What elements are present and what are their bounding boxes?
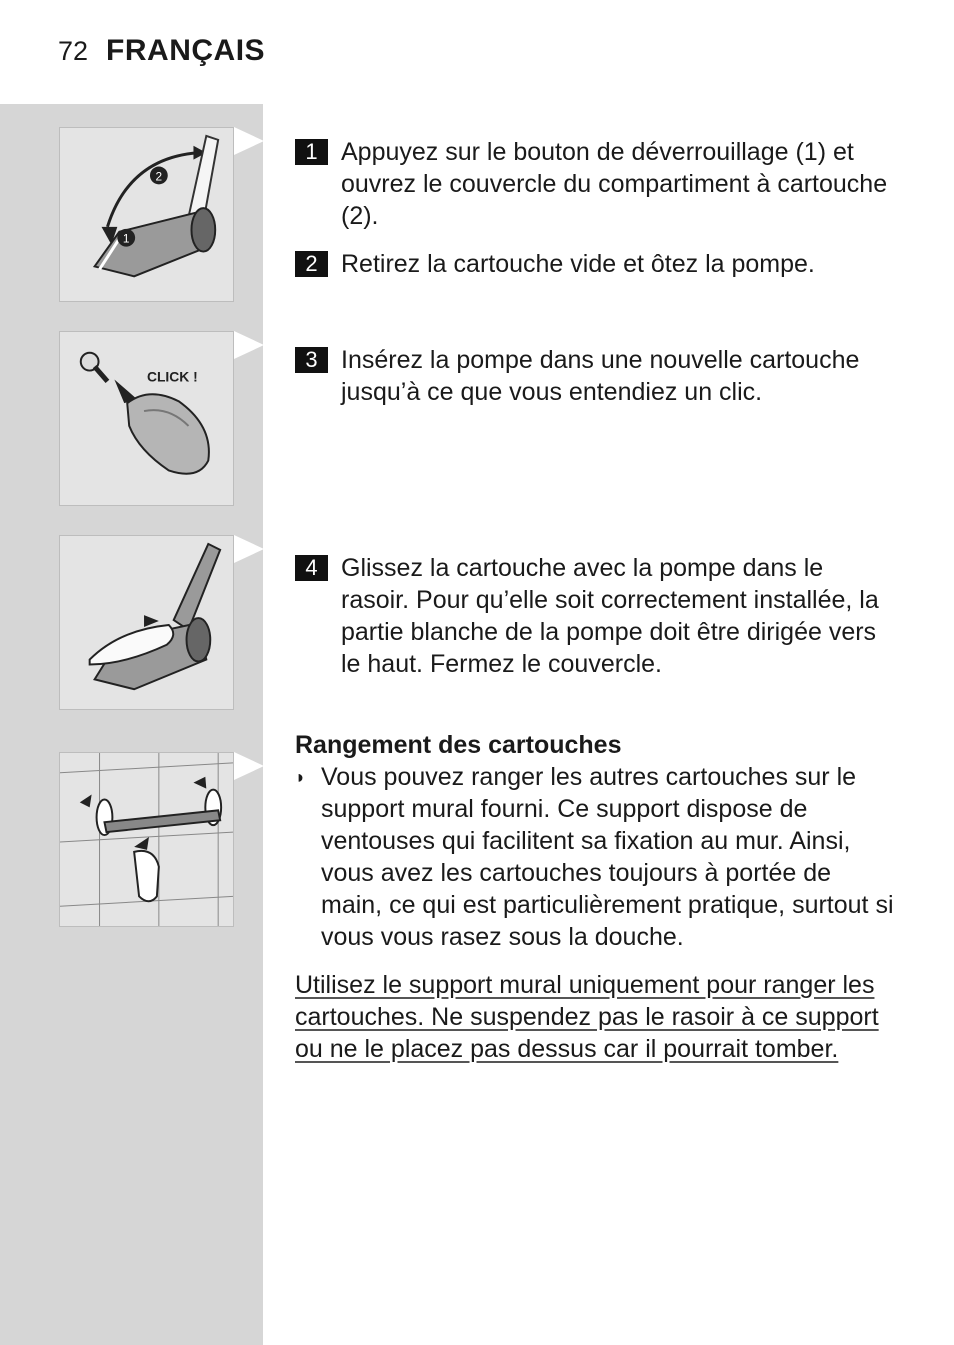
illustration-insert-pump <box>59 331 234 506</box>
wall-holder-drawing <box>60 753 233 926</box>
label-1: 1 <box>122 231 130 246</box>
storage-section <box>295 729 895 953</box>
notch <box>234 752 264 780</box>
storage-heading: Rangement des cartouches <box>295 731 622 759</box>
warning-section <box>295 969 885 1065</box>
step-2 <box>295 248 895 280</box>
step-4 <box>295 552 895 680</box>
razor-cartridge-drawing <box>60 536 233 709</box>
bullet-icon: ◗ <box>295 767 306 787</box>
step-number-badge: 3 <box>295 347 328 373</box>
step-1 <box>295 136 895 232</box>
step-number-badge: 4 <box>295 555 328 581</box>
click-label: CLICK ! <box>146 368 198 385</box>
step-3 <box>295 344 895 408</box>
illustration-open-cover <box>59 127 234 302</box>
step-text: Appuyez sur le bouton de déverrouillage (1) et ouvrez le couvercle du compartiment à cartouche (2). <box>341 138 888 230</box>
pump-cartridge-drawing <box>60 332 233 505</box>
notch <box>234 331 264 359</box>
step-text: Glissez la cartouche avec la pompe dans le rasoir. Pour qu’elle soit correctement installée, la partie blanche de la pompe doit être dirigée vers le haut. Fermez le couvercle. <box>341 554 879 678</box>
step-number-badge: 1 <box>295 139 328 165</box>
illustration-slide-cartridge <box>59 535 234 710</box>
label-2: 2 <box>155 169 163 184</box>
warning-text: Utilisez le support mural uniquement pour ranger les cartouches. Ne suspendez pas le rasoir à ce support ou ne le placez pas dessus car il pourrait tomber. <box>295 971 879 1063</box>
razor-open-cover-drawing <box>60 128 233 301</box>
page-number: 72 <box>58 36 89 66</box>
step-text: Insérez la pompe dans une nouvelle cartouche jusqu’à ce que vous entendiez un clic. <box>341 346 860 406</box>
section-title: FRANÇAIS <box>106 34 266 67</box>
notch <box>234 127 264 155</box>
page-header <box>58 34 265 74</box>
notch <box>234 535 264 563</box>
illustration-wall-holder <box>59 752 234 927</box>
step-number-badge: 2 <box>295 251 328 277</box>
storage-bullet <box>295 761 895 953</box>
bullet-text: Vous pouvez ranger les autres cartouches sur le support mural fourni. Ce support dispose de ventouses qui facilitent sa fixation au mur. Ainsi, vous avez les cartouches toujours à portée de main, ce qui est particulièrement pratique, surtout si vous vous rasez sous la douche. <box>321 763 894 951</box>
step-text: Retirez la cartouche vide et ôtez la pompe. <box>341 250 815 278</box>
